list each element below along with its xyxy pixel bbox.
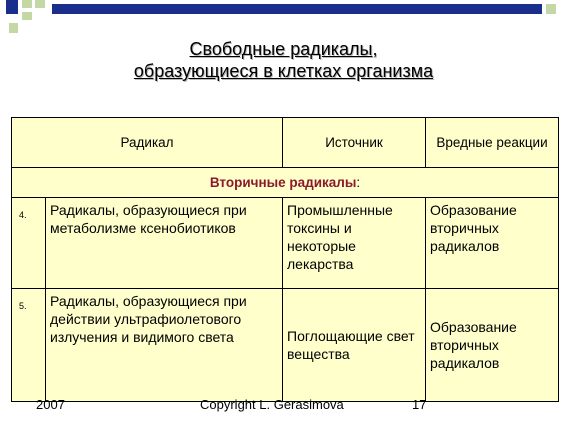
radicals-table	[11, 117, 559, 402]
row-radical: Радикалы, образующиеся при метаболизме ксенобиотиков	[46, 198, 283, 289]
corner-decoration	[0, 0, 567, 40]
slide-title	[0, 38, 567, 82]
header-source: Источник	[283, 118, 426, 168]
title-line-2: образующиеся в клетках организма	[133, 61, 434, 81]
row-source: Промышленные токсины и некоторые лекарства	[283, 198, 426, 289]
section-name: Вторичные радикалы	[209, 175, 357, 190]
row-number: 5.	[12, 289, 46, 402]
row-radical: Радикалы, образующиеся при действии ультрафиолетового излучения и видимого света	[46, 289, 283, 402]
row-reactions: Образование вторичных радикалов	[426, 289, 559, 402]
header-radical: Радикал	[12, 118, 283, 168]
table-row	[12, 198, 559, 289]
row-reactions: Образование вторичных радикалов	[426, 198, 559, 289]
row-number: 4.	[12, 198, 46, 289]
footer-year: 2007	[36, 397, 65, 412]
footer-copyright: Copyright L. Gerasimova	[200, 397, 344, 412]
section-suffix: :	[356, 175, 361, 190]
header-reactions: Вредные реакции	[426, 118, 559, 168]
table-row	[12, 289, 559, 402]
row-source: Поглощающие свет вещества	[283, 289, 426, 402]
title-line-1: Свободные радикалы,	[189, 39, 378, 59]
footer-page-number: 17	[412, 397, 427, 412]
section-row	[12, 168, 559, 198]
